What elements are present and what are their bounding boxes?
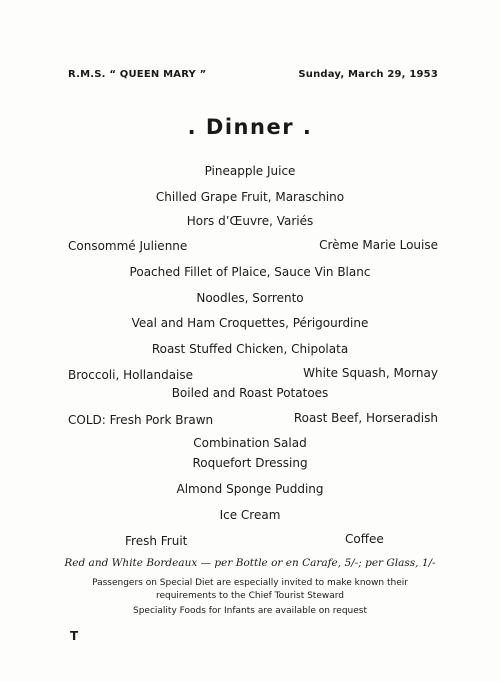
menu-item: Roast Stuffed Chicken, Chipolata (151, 342, 349, 356)
menu-item: Almond Sponge Pudding (176, 482, 324, 496)
diet-note: requirements to the Chief Tourist Steward (155, 591, 345, 601)
menu-item: Chilled Grape Fruit, Maraschino (155, 190, 345, 204)
menu-item: Combination Salad (193, 436, 307, 450)
infant-note: Speciality Foods for Infants are available on request (132, 606, 368, 616)
page-title: . Dinner . (187, 115, 313, 139)
menu-item-left: COLD: Fresh Pork Brawn (68, 413, 214, 427)
menu-item-left: Consommé Julienne (68, 239, 188, 253)
menu-item: Poached Fillet of Plaice, Sauce Vin Blanc (129, 265, 371, 279)
wine-line: Red and White Bordeaux — per Bottle or en Carafe, 5/-; per Glass, 1/- (64, 557, 436, 569)
ship-name: R.M.S. “ QUEEN MARY ” (68, 69, 207, 80)
menu-item: Noodles, Sorrento (196, 291, 304, 305)
menu-item: Boiled and Roast Potatoes (171, 386, 329, 400)
menu-item: Ice Cream (219, 508, 281, 522)
corner-mark: T (70, 629, 79, 643)
menu-item-left: Broccoli, Hollandaise (68, 368, 194, 382)
menu-item-right: Coffee (345, 532, 384, 546)
diet-note: Passengers on Special Diet are especially invited to make known their (92, 578, 408, 588)
menu-item: Veal and Ham Croquettes, Périgourdine (131, 316, 369, 330)
menu-item-right: Roast Beef, Horseradish (293, 411, 438, 425)
menu-item-right: White Squash, Mornay (303, 366, 438, 380)
menu-item: Pineapple Juice (204, 164, 296, 178)
menu-item: Roquefort Dressing (192, 456, 308, 470)
menu-date: Sunday, March 29, 1953 (298, 69, 438, 80)
menu-item-left: Fresh Fruit (125, 534, 188, 548)
menu-item-right: Crème Marie Louise (319, 238, 438, 252)
menu-item: Hors d’Œuvre, Variés (186, 214, 314, 228)
